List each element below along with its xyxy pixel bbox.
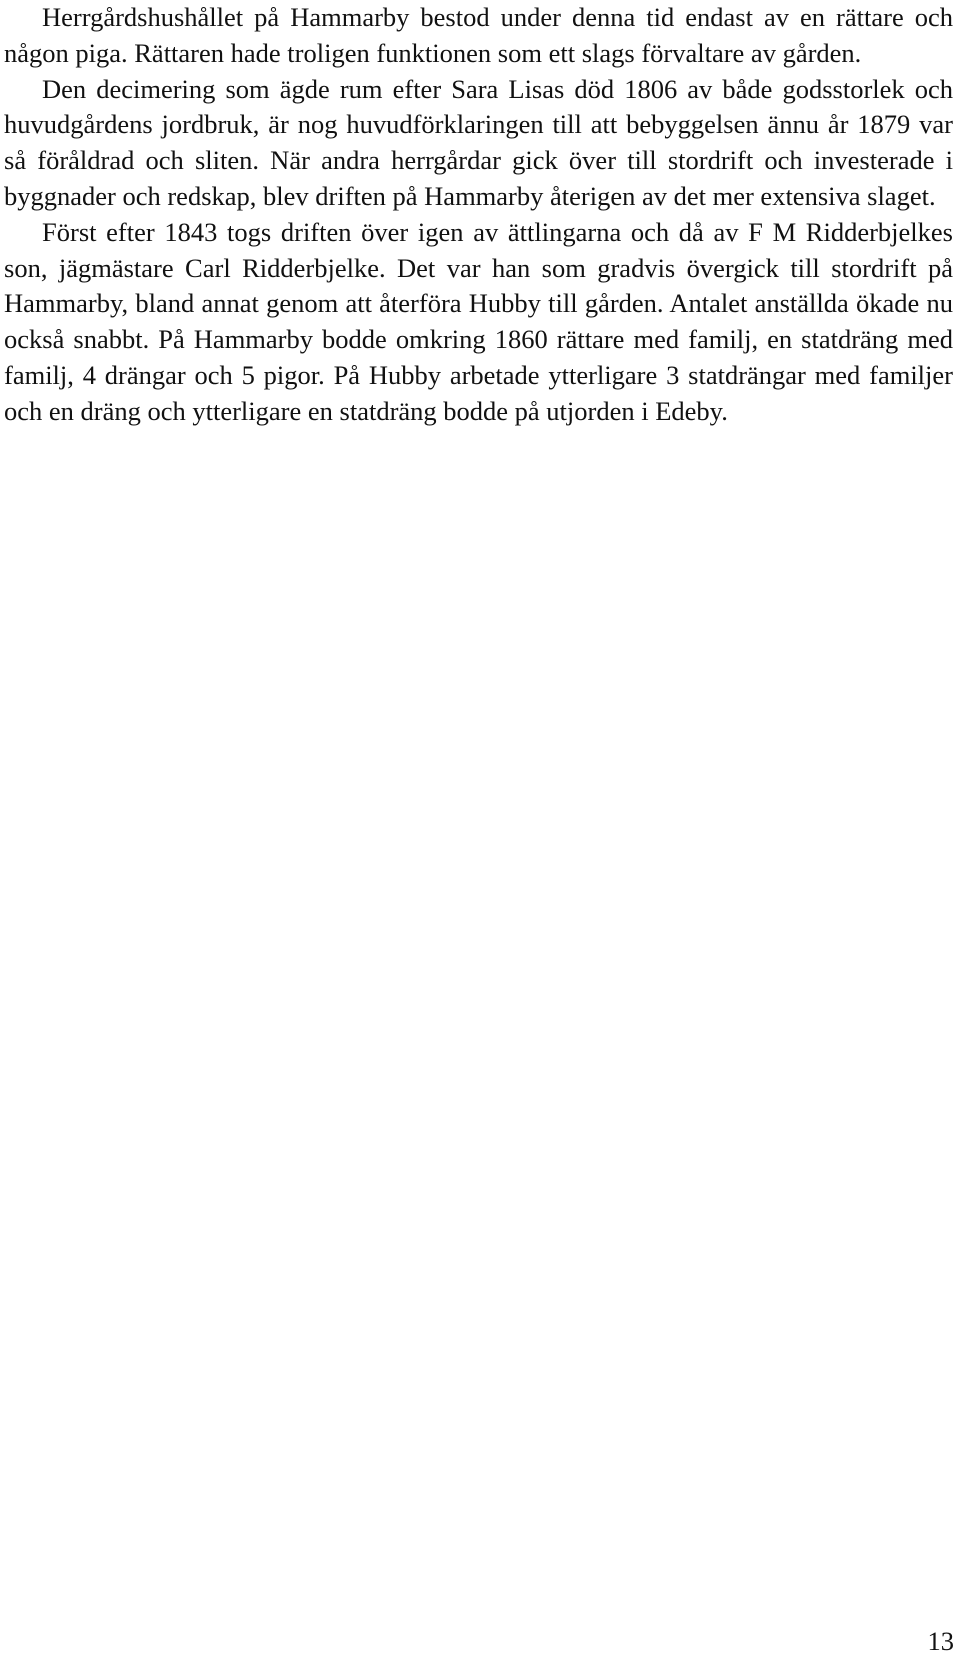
paragraph-2: Den decimering som ägde rum efter Sara Lisas död 1806 av både godsstorlek och huvudgårdens jordbruk, är nog huvudförklaringen till att bebyggelsen ännu år 1879 var så föråldrad och sliten. När andra herrgårdar gick över till stordrift och investerade i byggnader och redskap, blev driften på Hammarby återigen av det mer extensiva slaget.: [4, 73, 953, 211]
paragraph-1: Herrgårdshushållet på Hammarby bestod under denna tid endast av en rättare och någon piga. Rättaren hade troligen funktionen som ett slags förvaltare av gården.: [4, 2, 953, 68]
paragraph-3: Först efter 1843 togs driften över igen av ättlingarna och då av F M Ridderbjelkes son, jägmästare Carl Ridderbjelke. Det var han som gradvis övergick till stordrift på Hammarby, bland annat genom att återföra Hubby till gården. Antalet anställda ökade nu också snabbt. På Hammarby bodde omkring 1860 rättare med familj, en statdräng med familj, 4 drängar och 5 pigor. På Hubby arbetade ytterligare 3 statdrängar med familjer och en dräng och ytterligare en statdräng bodde på utjorden i Edeby.: [4, 216, 953, 426]
body-text: [4, 0, 953, 430]
page-number: 13: [927, 1626, 954, 1656]
